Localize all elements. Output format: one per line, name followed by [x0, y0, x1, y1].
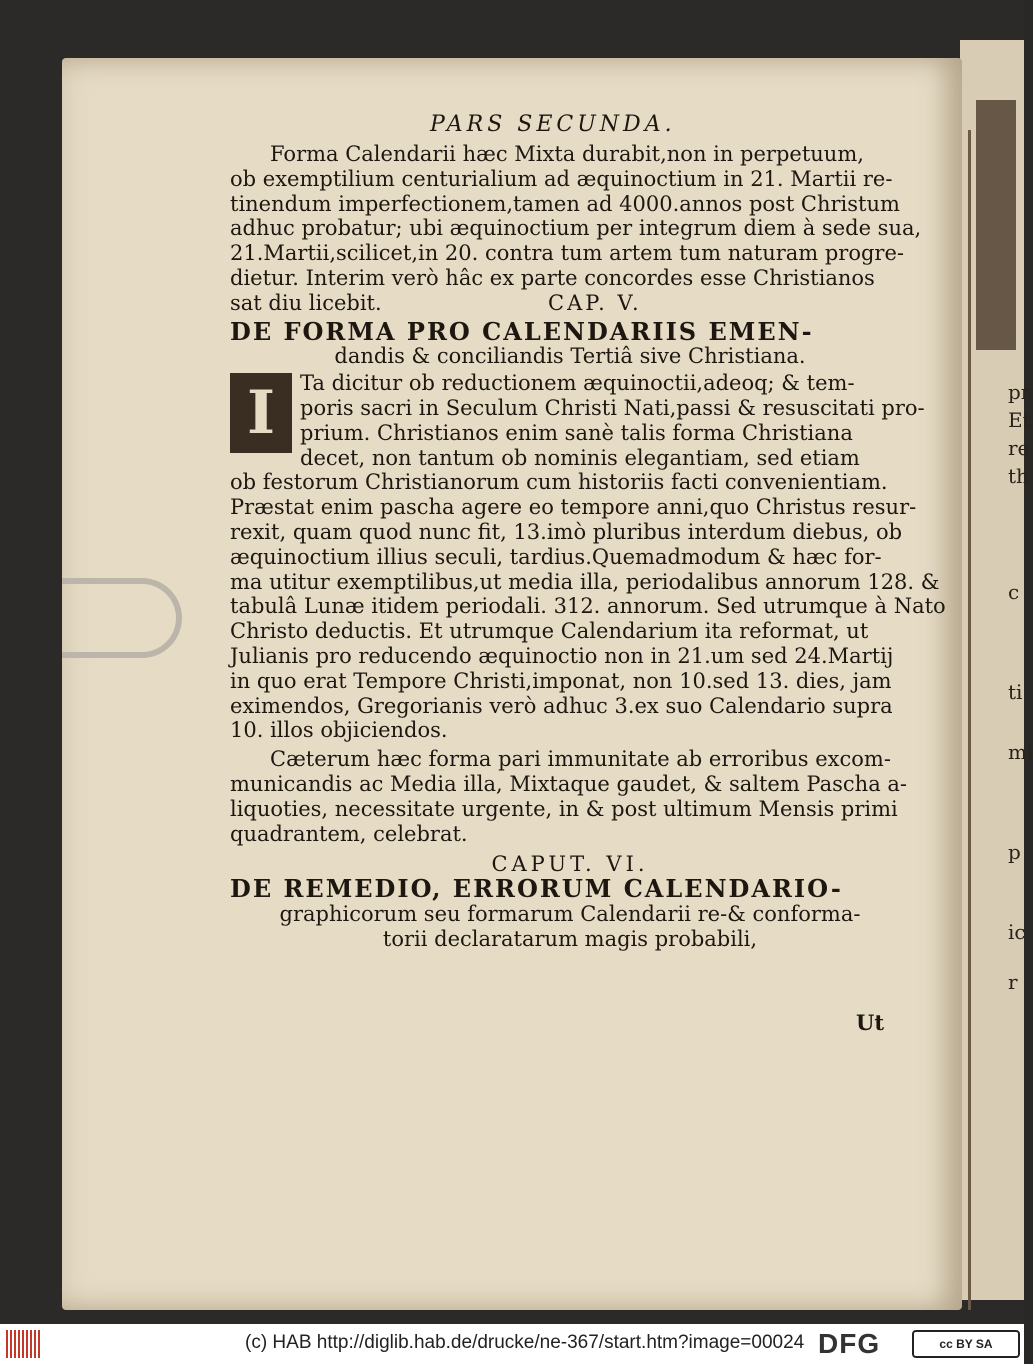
- chapter-label: CAP. V.: [548, 290, 642, 315]
- chapter-subheading: torii declaratarum magis probabili,: [382, 926, 758, 951]
- facing-page-rule: [968, 130, 971, 1310]
- text-line: sat diu licebit.: [230, 290, 382, 315]
- text-line: poris sacri in Seculum Christi Nati,passi & resuscitati pro-: [300, 395, 925, 420]
- text-line: dietur. Interim verò hâc ex parte concordes esse Christianos: [230, 265, 875, 290]
- facing-page-edge: [960, 40, 1033, 1300]
- chapter-heading: DE FORMA PRO CALENDARIIS EMEN-: [230, 316, 814, 346]
- facing-text-fragment: ic: [1008, 920, 1026, 944]
- text-line: Forma Calendarii hæc Mixta durabit,non in perpetuum,: [270, 142, 864, 166]
- text-line: prium. Christianos enim sanè talis forma Christiana: [300, 420, 853, 445]
- facing-text-fragment: r: [1008, 970, 1018, 994]
- facing-text-fragment: pr: [1008, 380, 1031, 404]
- chapter-subheading: dandis & conciliandis Tertiâ sive Christiana.: [334, 344, 806, 369]
- text-line: Ta dicitur ob reductionem æquinoctii,adeoq; & tem-: [300, 371, 855, 396]
- facing-text-fragment: c: [1008, 580, 1020, 604]
- text-line: eximendos, Gregorianis verò adhuc 3.ex suo Calendario supra: [230, 693, 893, 718]
- text-line: 21.Martii,scilicet,in 20. contra tum artem tum naturam progre-: [230, 241, 904, 266]
- footer-bar: [0, 1324, 1024, 1364]
- page-text: [230, 142, 946, 952]
- text-line: Julianis pro reducendo æquinoctio non in 21.um sed 24.Martij: [230, 643, 894, 668]
- text-line: tabulâ Lunæ itidem periodali. 312. annorum. Sed utrumque à Nato: [230, 594, 946, 619]
- facing-page-illustration: [976, 100, 1016, 350]
- text-line: Præstat enim pascha agere eo tempore anni,quo Christus resur-: [230, 495, 917, 520]
- cc-license-icon[interactable]: cc BY SA: [912, 1330, 1020, 1358]
- text-line: liquoties, necessitate urgente, in & post ultimum Mensis primi: [230, 796, 898, 821]
- text-line: municandis ac Media illa, Mixtaque gaudet, & saltem Pascha a-: [230, 771, 908, 796]
- chapter-label: CAPUT. VI.: [491, 852, 649, 877]
- facing-text-fragment: ti: [1008, 680, 1023, 704]
- source-link[interactable]: (c) HAB http://diglib.hab.de/drucke/ne-367/start.htm?image=00024: [245, 1332, 805, 1353]
- facing-text-fragment: th: [1008, 464, 1029, 488]
- facing-text-fragment: mi: [1008, 740, 1033, 764]
- chapter-heading: DE REMEDIO, ERRORUM CALENDARIO-: [230, 874, 843, 904]
- decorated-initial: I: [230, 373, 292, 453]
- dfg-logo: DFG: [818, 1328, 881, 1359]
- page-clip: [62, 578, 182, 658]
- text-line: ma utitur exemptilibus,ut media illa, periodalibus annorum 128. &: [230, 569, 940, 594]
- text-line: decet, non tantum ob nominis elegantiam, sed etiam: [300, 445, 860, 470]
- text-line: rexit, quam quod nunc fit, 13.imò pluribus interdum diebus, ob: [230, 519, 903, 544]
- text-line: tinendum imperfectionem,tamen ad 4000.annos post Christum: [230, 191, 900, 216]
- text-line: ob festorum Christianorum cum historiis facti convenientiam.: [230, 470, 888, 495]
- text-line: Cæterum hæc forma pari immunitate ab erroribus excom-: [270, 747, 891, 772]
- facing-text-fragment: re: [1008, 436, 1030, 460]
- text-line: 10. illos objiciendos.: [230, 718, 448, 743]
- running-head: PARS SECUNDA.: [430, 112, 676, 137]
- library-logo-icon: [6, 1330, 40, 1358]
- text-line: adhuc probatur; ubi æquinoctium per integrum diem à sede sua,: [230, 216, 922, 241]
- facing-text-fragment: Et: [1008, 408, 1031, 432]
- catchword: Ut: [856, 1010, 885, 1035]
- text-line: in quo erat Tempore Christi,imponat, non 10.sed 13. dies, jam: [230, 668, 892, 693]
- text-line: Christo deductis. Et utrumque Calendarium ita reformat, ut: [230, 619, 869, 644]
- text-line: ob exemptilium centurialium ad æquinoctium in 21. Martii re-: [230, 166, 893, 191]
- facing-text-fragment: p: [1008, 840, 1021, 864]
- chapter-subheading: graphicorum seu formarum Calendarii re-& conforma-: [279, 901, 861, 926]
- text-line: quadrantem, celebrat.: [230, 821, 468, 846]
- text-line: æquinoctium illius seculi, tardius.Quemadmodum & hæc for-: [230, 544, 882, 569]
